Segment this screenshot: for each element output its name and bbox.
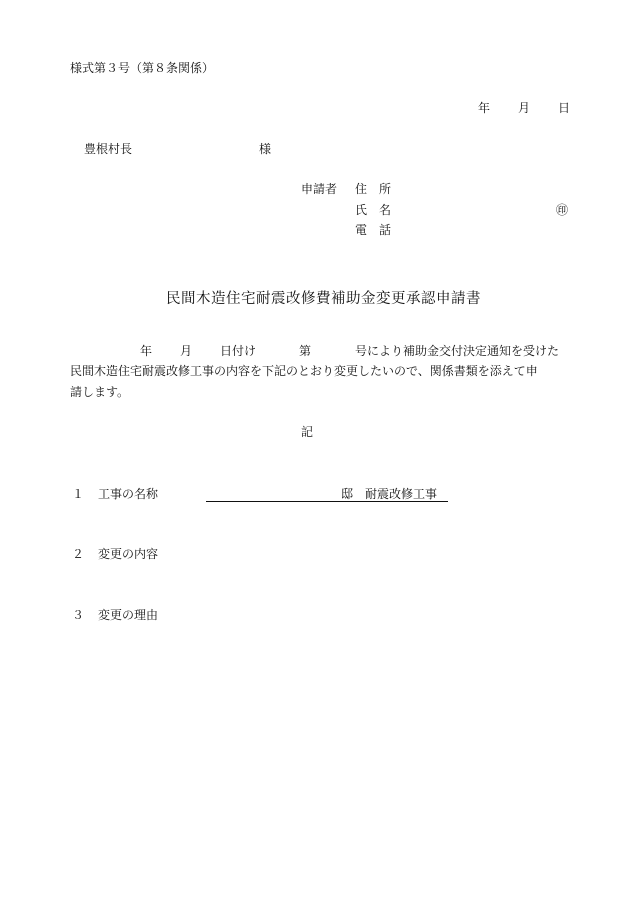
phone-label: 電 話	[355, 223, 392, 237]
item-label: 工事の名称	[98, 487, 159, 501]
date-month-label: 月	[518, 101, 531, 115]
form-number: 様式第３号（第８条関係）	[70, 61, 215, 75]
body-line-2: 民間木造住宅耐震改修工事の内容を下記のとおり変更したいので、関係書類を添えて申	[70, 364, 538, 378]
address-label: 住 所	[355, 182, 392, 196]
body-dated-label: 日付け	[220, 344, 257, 358]
applicant-label: 申請者	[301, 182, 338, 196]
item-number: ２	[72, 547, 85, 561]
item-suffix: 邸 耐震改修工事	[341, 487, 438, 501]
item-label: 変更の理由	[98, 608, 159, 622]
date-year-label: 年	[478, 101, 491, 115]
ki-heading: 記	[301, 425, 314, 439]
item-number: １	[72, 487, 85, 501]
seal-mark: ㊞	[556, 203, 569, 217]
addressee-name: 豊根村長	[84, 142, 133, 156]
body-no-prefix: 第	[299, 344, 312, 358]
item-number: ３	[72, 608, 85, 622]
name-label: 氏 名	[355, 203, 392, 217]
addressee-honorific: 様	[259, 142, 272, 156]
body-month-label: 月	[180, 344, 193, 358]
body-line-3: 請します。	[70, 385, 130, 399]
body-year-label: 年	[140, 344, 153, 358]
body-no-suffix: 号により補助金交付決定通知を受けた	[355, 344, 560, 358]
document-title: 民間木造住宅耐震改修費補助金変更承認申請書	[166, 291, 481, 307]
item-label: 変更の内容	[98, 547, 159, 561]
date-day-label: 日	[558, 101, 571, 115]
